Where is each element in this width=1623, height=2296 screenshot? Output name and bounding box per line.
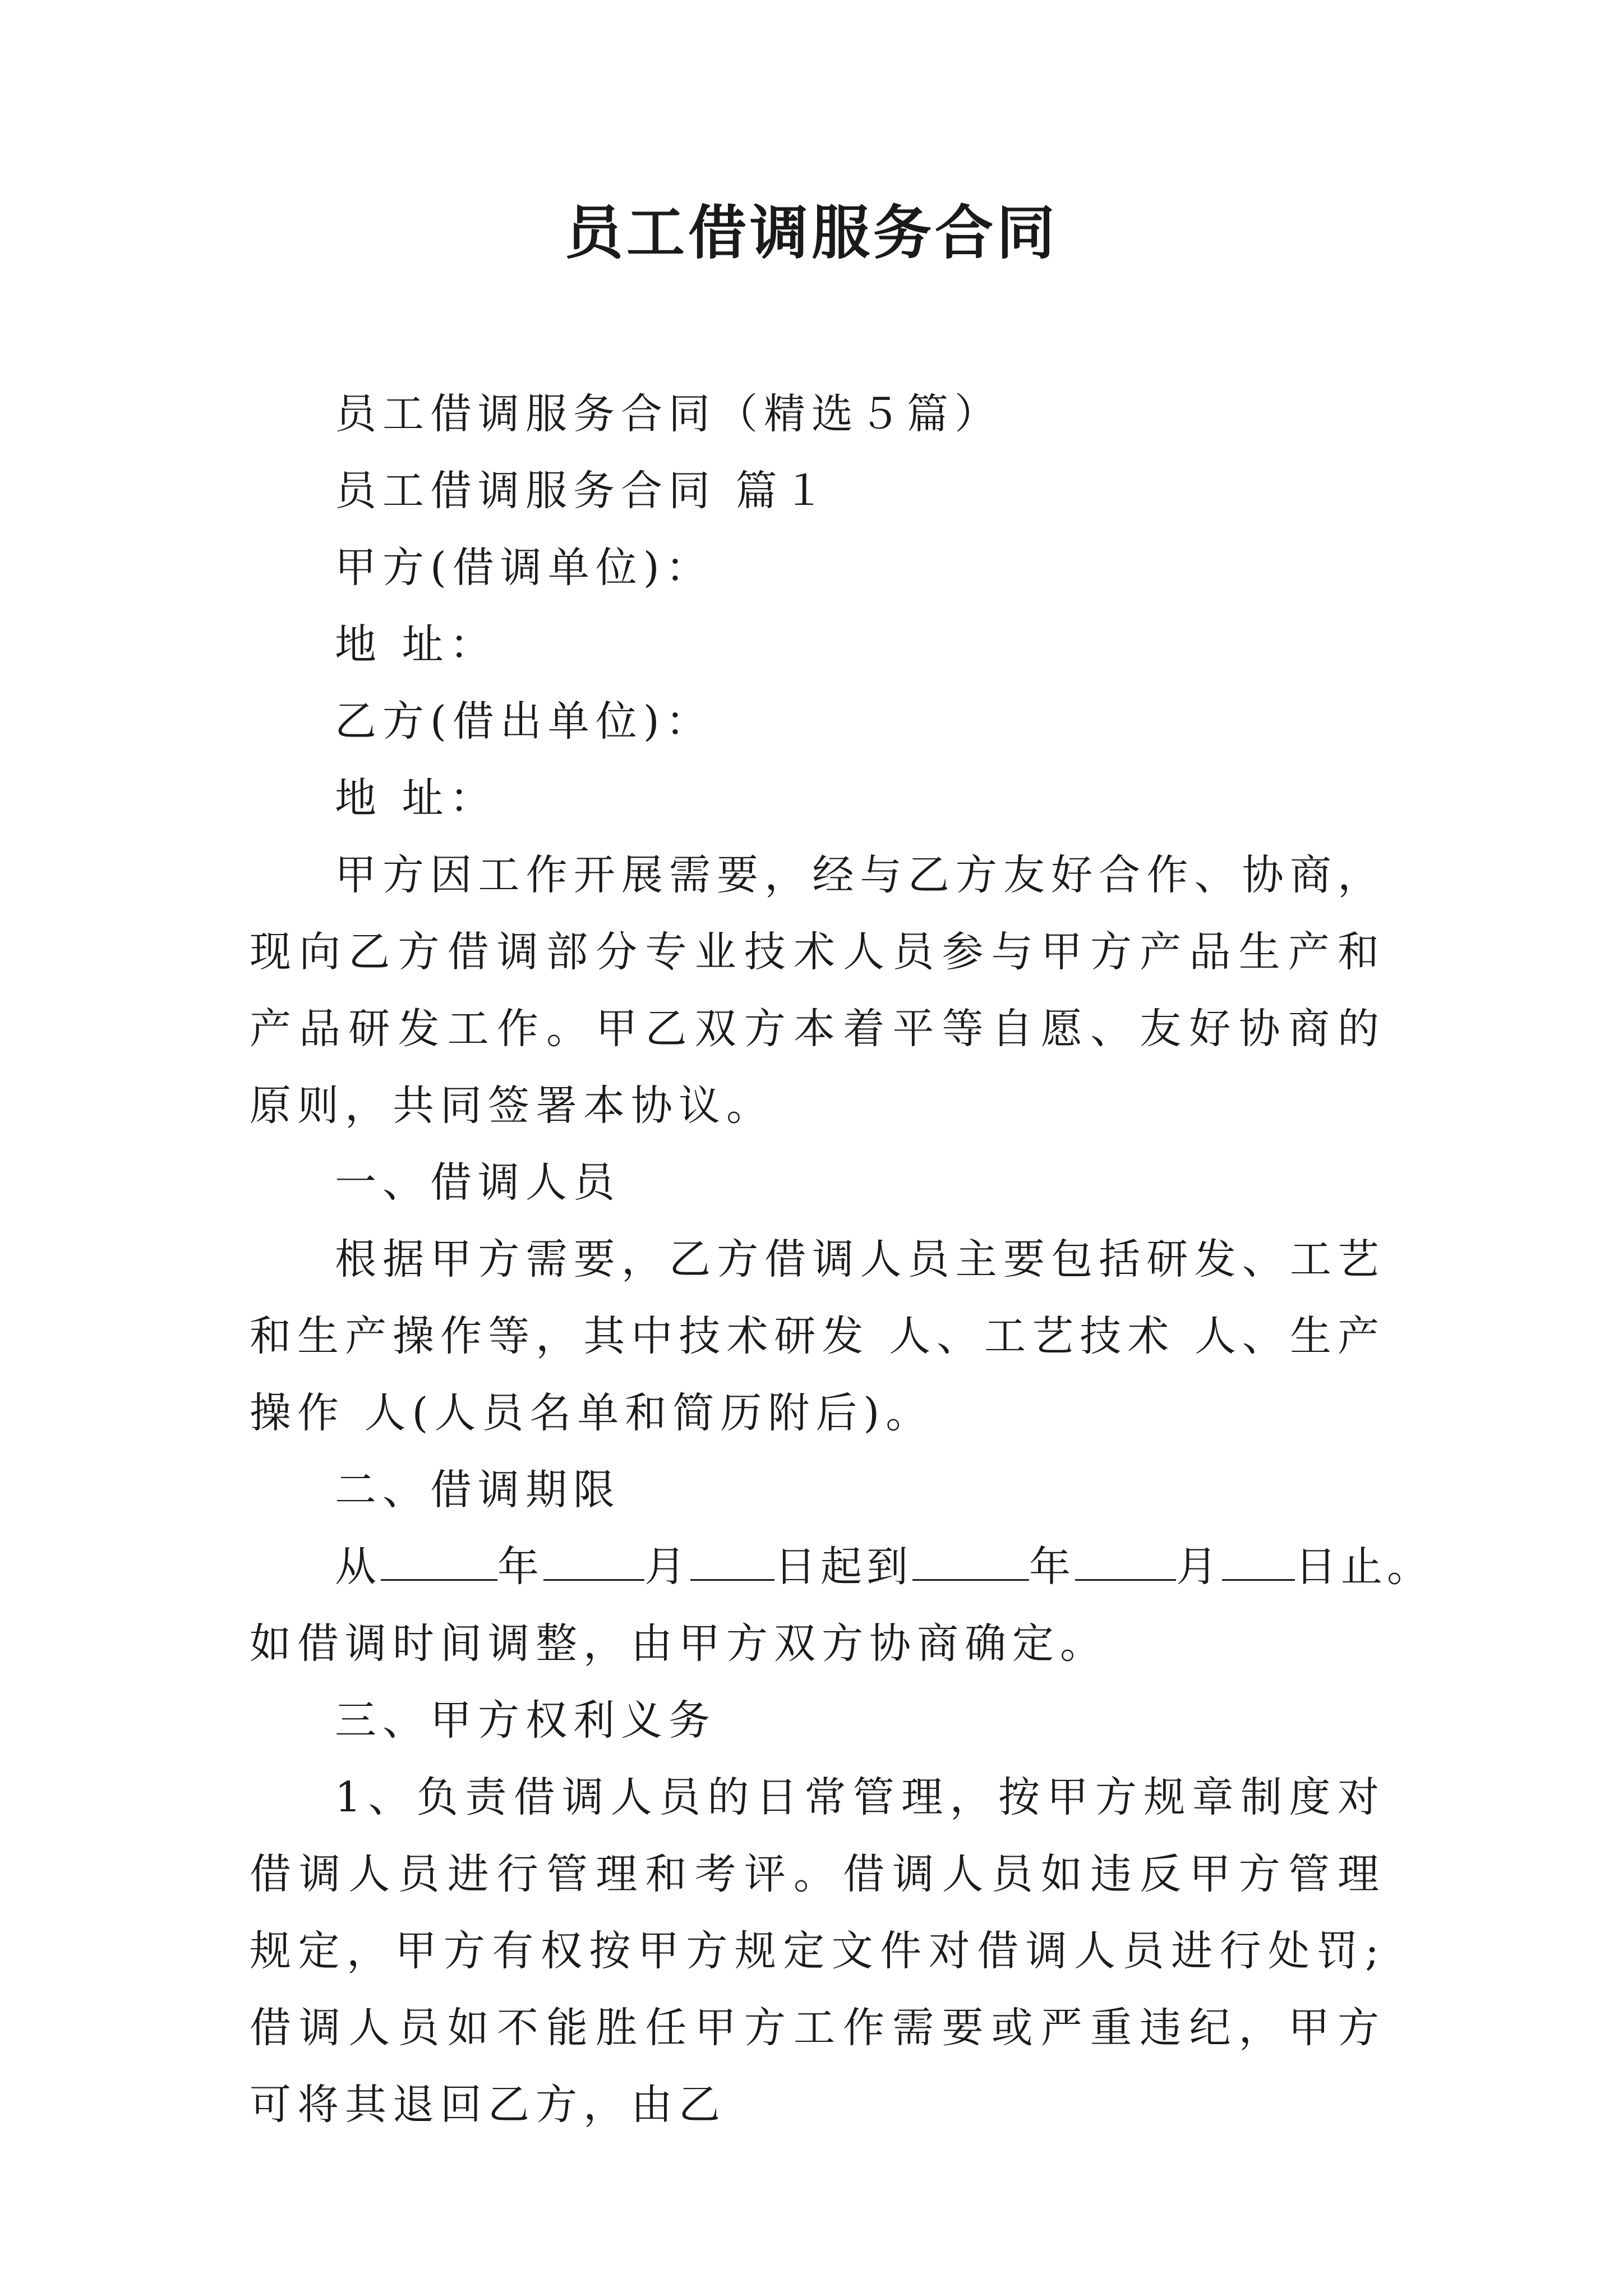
date-month-1: 月 [644, 1543, 690, 1591]
document-body [250, 376, 1433, 2143]
blank-day-start [690, 1544, 774, 1581]
party-a-label: 甲方(借调单位)： [335, 544, 713, 592]
date-day-end: 日止。 [1295, 1543, 1433, 1591]
section-heading: 员工借调服务合同 篇１ [335, 467, 831, 515]
page-title: 员工借调服务合同 [564, 199, 1058, 267]
clause-heading-2: 二、借调期限 [335, 1466, 621, 1514]
date-adjust-text: 如借调时间调整，由甲方双方协商确定。 [250, 1619, 1108, 1668]
blank-year-start [381, 1544, 497, 1581]
intro-paragraph: 甲方因工作开展需要，经与乙方友好合作、协商，现向乙方借调部分专业技术人员参与甲方产品生产和产品研发工作。甲乙双方本着平等自愿、友好协商的原则，共同签署本协议。 [250, 851, 1385, 1130]
clause-heading-1: 一、借调人员 [335, 1158, 621, 1207]
date-year-1: 年 [497, 1543, 543, 1591]
date-year-2: 年 [1029, 1543, 1075, 1591]
clause-heading-3: 三、甲方权利义务 [335, 1696, 716, 1745]
blank-month-end [1075, 1544, 1176, 1581]
date-month-2: 月 [1176, 1543, 1222, 1591]
blank-month-start [543, 1544, 644, 1581]
clause-1-text: 根据甲方需要，乙方借调人员主要包括研发、工艺和生产操作等，其中技术研发 人、工艺技术 人、生产操作 人(人员名单和简历附后)。 [250, 1235, 1385, 1437]
date-range-line [250, 1529, 1433, 1605]
subtitle: 员工借调服务合同（精选５篇） [335, 390, 1002, 438]
blank-year-end [912, 1544, 1029, 1581]
date-from: 从 [335, 1543, 381, 1591]
clause-3-item-1: 1、负责借调人员的日常管理，按甲方规章制度对借调人员进行管理和考评。借调人员如违反甲方管理规定，甲方有权按甲方规定文件对借调人员进行处罚;借调人员如不能胜任甲方工作需要或严重违纪，甲方可将其退回乙方，由乙 [250, 1773, 1385, 2129]
date-day-start: 日起到 [774, 1543, 912, 1591]
party-b-label: 乙方(借出单位)： [335, 697, 713, 746]
blank-day-end [1222, 1544, 1295, 1581]
party-b-address: 地 址： [335, 774, 497, 822]
party-a-address: 地 址： [335, 620, 497, 669]
